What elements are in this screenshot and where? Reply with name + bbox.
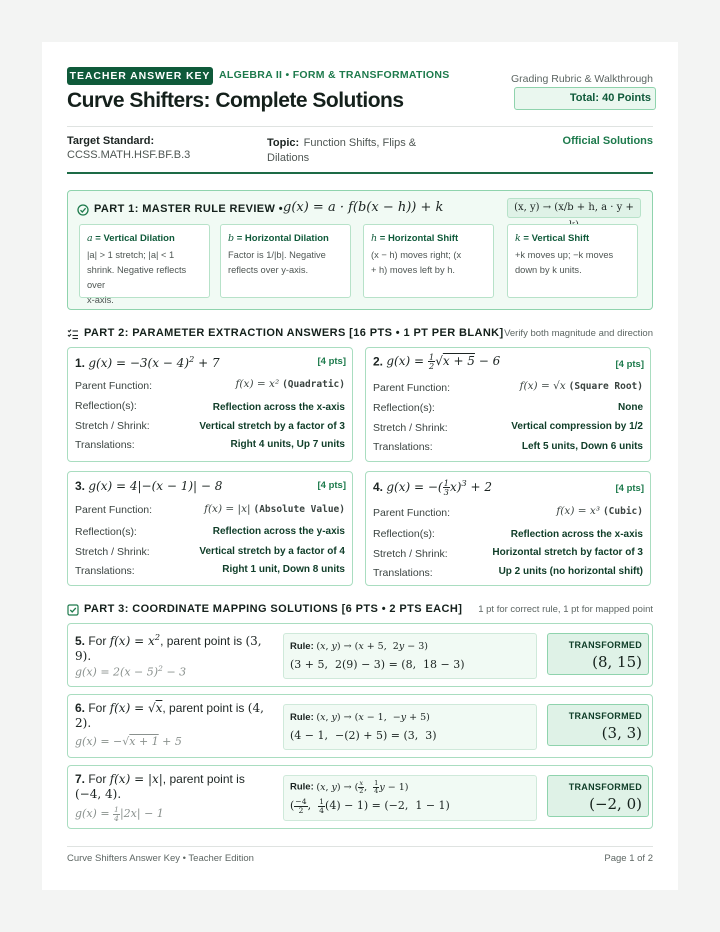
footer-page-number: Page 1 of 2: [604, 853, 653, 864]
problem-number: 2.: [373, 354, 384, 369]
rule-label: Rule:: [290, 712, 314, 723]
part2-heading: PART 2: PARAMETER EXTRACTION ANSWERS [16 PTS • 1 PT PER BLANK]: [84, 327, 504, 339]
card-var: h: [371, 233, 378, 244]
result-point: (8, 15): [592, 653, 642, 671]
transformed-result: [547, 775, 649, 817]
translations-answer: Right 1 unit, Down 8 units: [222, 564, 345, 575]
translations-answer: Up 2 units (no horizontal shift): [498, 566, 643, 577]
parent-math: f(x) = √x: [519, 380, 566, 392]
card-title: = Horizontal Dilation: [234, 233, 329, 244]
footer-divider: [67, 846, 653, 847]
card-line: x-axis.: [87, 295, 114, 305]
problem-4-card: [365, 471, 651, 586]
problem-number: 7.: [75, 772, 86, 786]
card-var: k: [515, 233, 521, 244]
part1-heading: PART 1: MASTER RULE REVIEW •: [94, 203, 284, 215]
stretch-answer: Vertical stretch by a factor of 4: [199, 546, 345, 557]
reflection-label: Reflection(s):: [373, 402, 435, 414]
mapping-rule-box: [283, 633, 537, 679]
parent-answer: [236, 378, 345, 390]
parent-label: Parent Function:: [75, 504, 153, 516]
standard-label: Target Standard:: [67, 135, 155, 147]
result-point: (3, 3): [601, 724, 642, 742]
reflection-answer: Reflection across the x-axis: [212, 402, 345, 413]
problem-question: 1. $g(x) = -3(x - 4)^2 + 7$: [75, 354, 220, 370]
problem-points: [4 pts]: [615, 483, 644, 494]
card-line: shrink. Negative reflects over: [87, 265, 187, 290]
mapping-question: 7. For f(x) = |x|, parent point is (−4, 4).: [75, 772, 245, 801]
parent-label: Parent Function:: [373, 382, 451, 394]
rubric-note: Grading Rubric & Walkthrough: [510, 73, 653, 85]
parent-name: (Quadratic): [282, 379, 345, 390]
card-line: +k moves up; −k moves: [515, 250, 614, 260]
rule-card-b: [220, 224, 351, 298]
mapping-function: g(x) = −√x + 1 + 5: [75, 735, 182, 748]
translations-answer: Right 4 units, Up 7 units: [230, 439, 345, 450]
mapping-problem-5: [67, 623, 653, 687]
mapping-question: 6. For f(x) = √x, parent point is (4, 2).: [75, 701, 264, 730]
parent-answer: [556, 505, 643, 517]
stretch-answer: Vertical compression by 1/2: [511, 421, 643, 432]
parent-name: (Square Root): [568, 381, 643, 392]
card-var: b: [228, 233, 235, 244]
mapping-rule-box: [283, 704, 537, 750]
total-points-badge: Total: 40 Points: [514, 87, 656, 110]
card-var: a: [87, 233, 93, 244]
stretch-answer: Horizontal stretch by factor of 3: [492, 547, 643, 558]
rule-work: (3 + 5, 2(9) − 3) = (8, 18 − 3): [290, 658, 465, 671]
problem-points: [4 pts]: [317, 356, 346, 367]
card-line: + h) moves left by h.: [371, 265, 455, 275]
part2-note: Verify both magnitude and direction: [504, 328, 653, 339]
rule-card-k: [507, 224, 638, 298]
header-divider: [67, 126, 653, 127]
rule-work: ( $\frac{-4}{2}$ , $\frac{1}{4}$ (4) − 1) = (−2, 1 − 1): [290, 797, 450, 815]
master-formula: g(x) = a · f(b(x − h)) + k: [283, 200, 444, 215]
card-line: |a| > 1 stretch; |a| < 1: [87, 250, 175, 260]
rule-label: Rule:: [290, 641, 314, 652]
problem-number: 4.: [373, 480, 384, 494]
list-check-icon: [67, 327, 79, 345]
problem-number: 6.: [75, 701, 86, 715]
mapping-question: 5. For $f(x) = x^2$, parent point is (3, 9).: [75, 632, 262, 663]
translations-label: Translations:: [75, 439, 135, 451]
mapping-rule-tag: [507, 198, 641, 218]
mapping-rule-text: (x, y) → (x/b + h, a · y +: [514, 202, 634, 213]
stretch-label: Stretch / Shrink:: [75, 546, 150, 558]
parent-math: f(x) = x²: [235, 378, 280, 390]
translations-label: Translations:: [373, 567, 433, 579]
problem-question: 3. g(x) = 4|−(x − 1)| − 8: [75, 479, 223, 493]
result-label: TRANSFORMED: [568, 711, 642, 721]
rule-card-h: [363, 224, 494, 298]
topic-block: [267, 135, 437, 165]
topic-label: Topic:: [267, 137, 300, 149]
parent-math: f(x) = x³: [556, 505, 601, 517]
result-label: TRANSFORMED: [568, 640, 642, 650]
card-line: (x − h) moves right; (x: [371, 250, 462, 260]
standard-value: CCSS.MATH.HSF.BF.B.3: [67, 149, 191, 161]
rule-line: Rule: (x, y) → (x + 5, 2y − 3): [290, 641, 428, 652]
reflection-answer: Reflection across the y-axis: [212, 526, 345, 537]
stretch-answer: Vertical stretch by a factor of 3: [199, 421, 345, 432]
problem-question: 4. g(x) = −( $\frac{1}{3}$ x)$^3$ + 2: [373, 477, 493, 497]
topic-value: Function Shifts, Flips & Dilations: [267, 137, 417, 164]
reflection-answer: None: [618, 402, 643, 413]
parent-math: f(x) = |x|: [204, 503, 251, 515]
mapping-problem-6: [67, 694, 653, 758]
problem-points: [4 pts]: [317, 480, 346, 491]
card-line: down by k units.: [515, 265, 582, 275]
problem-2-card: [365, 347, 651, 462]
footer-left: Curve Shifters Answer Key • Teacher Edition: [67, 853, 254, 864]
official-solutions-label: Official Solutions: [562, 135, 653, 147]
mapping-rule-box: [283, 775, 537, 821]
problem-number: 1.: [75, 356, 86, 370]
transformed-result: [547, 633, 649, 675]
parent-label: Parent Function:: [373, 507, 451, 519]
result-label: TRANSFORMED: [568, 782, 642, 792]
reflection-label: Reflection(s):: [373, 528, 435, 540]
standard-block: [67, 135, 190, 161]
result-point: (−2, 0): [589, 795, 642, 813]
problem-3-card: [67, 471, 353, 586]
mapping-problem-7: [67, 765, 653, 829]
card-title: = Horizontal Shift: [377, 233, 459, 244]
rule-label: Rule:: [290, 781, 314, 793]
rule-card-a: [79, 224, 210, 305]
mapping-function: g(x) = $\frac{1}{4}$ |2x| − 1: [75, 805, 164, 823]
part3-heading: PART 3: COORDINATE MAPPING SOLUTIONS [6 PTS • 2 PTS EACH]: [84, 603, 463, 615]
card-title: = Vertical Dilation: [92, 233, 175, 244]
problem-question: 2. g(x) = $\frac{1}{2}$ √x + 5 − 6: [373, 352, 501, 372]
problem-1-card: [67, 347, 353, 462]
parent-label: Parent Function:: [75, 380, 153, 392]
teacher-badge: TEACHER ANSWER KEY: [67, 67, 213, 85]
parent-name: (Absolute Value): [253, 504, 345, 515]
parent-answer: [204, 503, 345, 515]
checkbox-icon: [67, 603, 79, 621]
stretch-label: Stretch / Shrink:: [373, 548, 448, 560]
transformed-result: [547, 704, 649, 746]
card-line: Factor is 1/|b|. Negative: [228, 250, 326, 260]
mapping-function: $g(x) = 2(x - 5)^2 - 3$: [75, 664, 187, 679]
problem-number: 3.: [75, 479, 86, 493]
parent-name: (Cubic): [602, 506, 643, 517]
meta-divider: [67, 172, 653, 174]
check-circle-icon: [77, 203, 89, 221]
translations-label: Translations:: [373, 441, 433, 453]
page-title: Curve Shifters: Complete Solutions: [67, 89, 404, 112]
reflection-answer: Reflection across the x-axis: [510, 529, 643, 540]
reflection-label: Reflection(s):: [75, 526, 137, 538]
answer-key-page: [42, 42, 678, 890]
subject-label: ALGEBRA II • FORM & TRANSFORMATIONS: [219, 69, 450, 81]
translations-answer: Left 5 units, Down 6 units: [521, 441, 643, 452]
rule-work: (4 − 1, −(2) + 5) = (3, 3): [290, 729, 437, 742]
problem-points: [4 pts]: [615, 359, 644, 370]
stretch-label: Stretch / Shrink:: [373, 422, 448, 434]
card-title: = Vertical Shift: [520, 233, 590, 244]
card-line: reflects over y-axis.: [228, 265, 309, 275]
rule-line: Rule: (x, y) → (x − 1, −y + 5): [290, 712, 430, 723]
parent-answer: [520, 380, 643, 392]
problem-number: 5.: [75, 634, 86, 648]
translations-label: Translations:: [75, 565, 135, 577]
reflection-label: Reflection(s):: [75, 400, 137, 412]
part3-note: 1 pt for correct rule, 1 pt for mapped point: [478, 604, 653, 615]
rule-line: Rule: (x, y) → ( $\frac{x}{2}$ , $\frac{1}{4}$ y − 1): [290, 779, 409, 795]
stretch-label: Stretch / Shrink:: [75, 420, 150, 432]
